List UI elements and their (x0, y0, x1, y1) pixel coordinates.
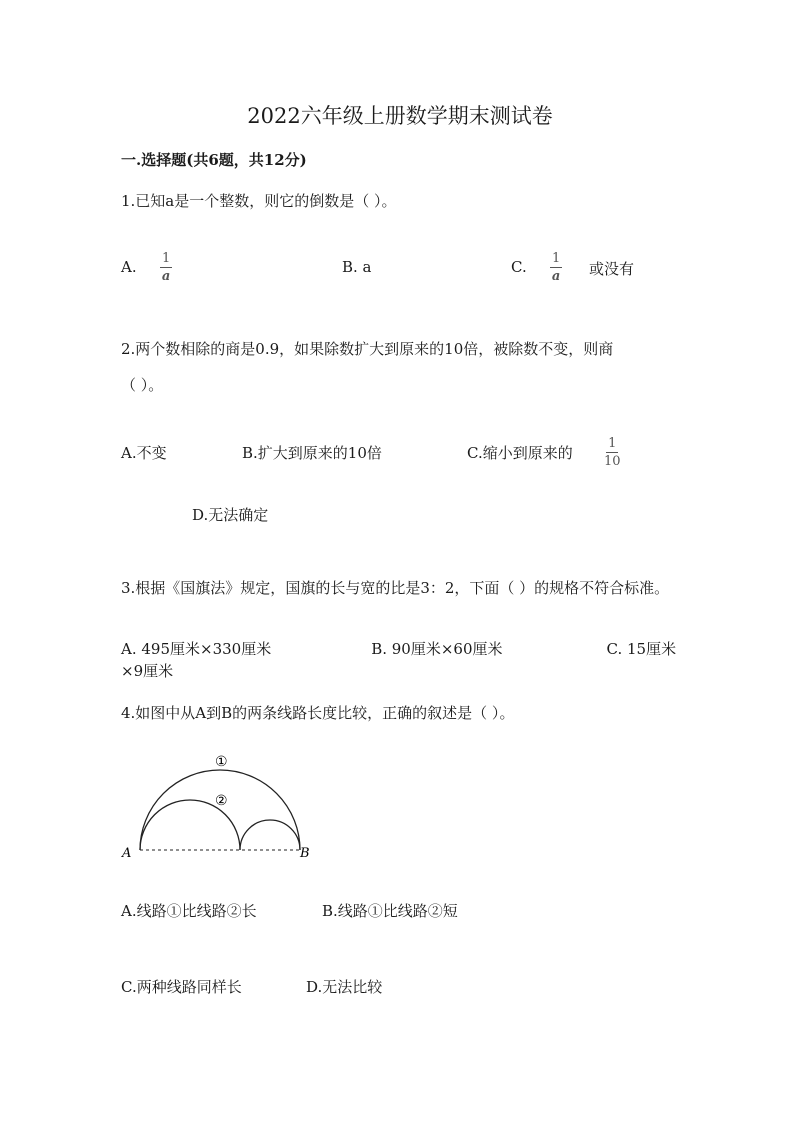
fraction-numerator: 1 (162, 251, 171, 266)
q3-stem: 3.根据《国旗法》规定，国旗的长与宽的比是3：2，下面（ ）的规格不符合标准。 (121, 579, 670, 597)
point-a-label: A (122, 846, 132, 861)
q1-option-a[interactable]: A. (121, 258, 137, 276)
q4-option-a[interactable]: A.线路①比线路②长 (121, 902, 257, 920)
fraction-denominator: 10 (604, 454, 621, 469)
point-b-label: B (300, 846, 310, 861)
route-2-arc-right (240, 820, 300, 850)
q3-option-a[interactable]: A. 495厘米×330厘米 (121, 640, 272, 658)
fraction-denominator: a (551, 269, 561, 284)
q2-option-c-fraction (604, 437, 621, 468)
q1-option-c[interactable]: C. (511, 258, 527, 276)
fraction-numerator: 1 (608, 436, 617, 451)
q3-option-c[interactable]: C. 15厘米×9厘米 (121, 640, 677, 680)
q2-stem-line2: （ ）。 (121, 376, 164, 394)
q3-options (121, 638, 681, 682)
q2-option-b[interactable]: B.扩大到原来的10倍 (242, 444, 382, 462)
q1-option-b[interactable]: B. a (342, 258, 372, 276)
q3-option-b[interactable]: B. 90厘米×60厘米 (371, 640, 503, 658)
route-2-label: ② (215, 793, 228, 809)
q2-option-d[interactable]: D.无法确定 (192, 506, 269, 524)
section-heading: 一.选择题(共6题，共12分) (121, 151, 307, 169)
route-1-label: ① (215, 754, 228, 770)
q4-option-d[interactable]: D.无法比较 (306, 978, 383, 996)
q2-stem-line1: 2.两个数相除的商是0.9，如果除数扩大到原来的10倍，被除数不变，则商 (121, 340, 614, 358)
q1-option-a-fraction (160, 252, 172, 283)
q2-option-a[interactable]: A.不变 (121, 444, 167, 462)
q4-route-figure (112, 748, 322, 863)
fraction-denominator: a (161, 269, 171, 284)
q1-option-c-fraction (550, 252, 562, 283)
q1-stem: 1.已知a是一个整数，则它的倒数是（ ）。 (121, 192, 397, 210)
q4-option-c[interactable]: C.两种线路同样长 (121, 978, 242, 996)
page-title: 2022六年级上册数学期末测试卷 (247, 104, 553, 128)
q4-stem: 4.如图中从A到B的两条线路长度比较，正确的叙述是（ ）。 (121, 704, 515, 722)
q2-option-c[interactable]: C.缩小到原来的 (467, 444, 573, 462)
q1-option-c-suffix: 或没有 (589, 260, 635, 278)
fraction-numerator: 1 (552, 251, 561, 266)
q4-option-b[interactable]: B.线路①比线路②短 (322, 902, 458, 920)
